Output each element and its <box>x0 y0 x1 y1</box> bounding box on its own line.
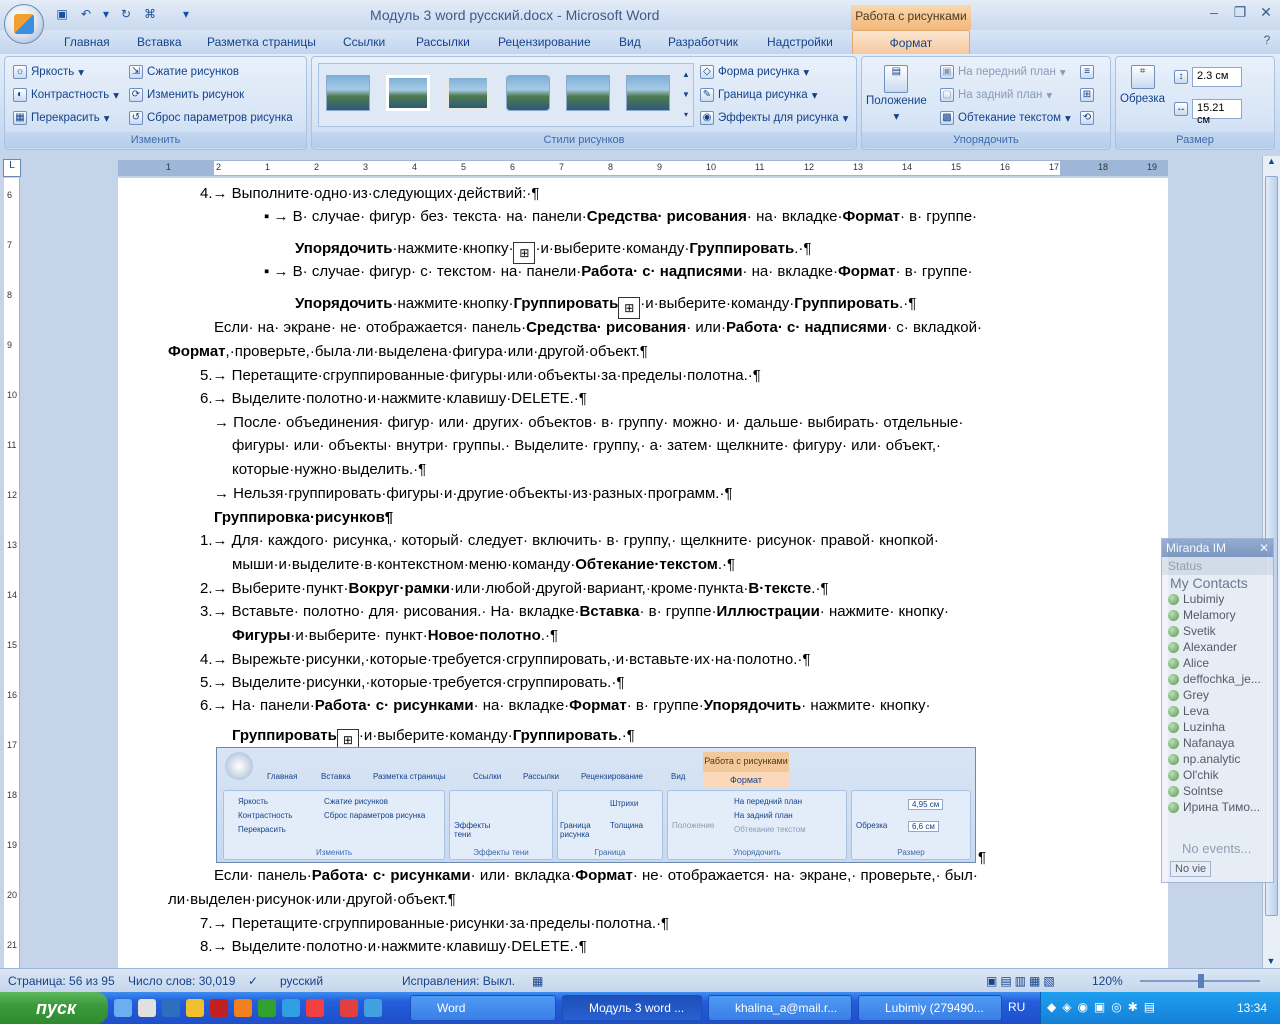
embedded-group-label: Упорядочить <box>733 848 781 857</box>
ruler-number: 1 <box>166 162 172 172</box>
ruler-number: 15 <box>7 640 18 650</box>
miranda-title: Miranda IM ✕ <box>1162 539 1273 557</box>
ruler-number: 17 <box>7 740 18 750</box>
ruler-number: 2 <box>314 162 320 172</box>
reset-label: Сброс параметров рисунка <box>147 112 293 124</box>
wrap-text-button[interactable]: ▩ Обтекание текстом ▾ <box>940 111 1071 125</box>
ruler-number: 1 <box>265 162 271 172</box>
ruler-number: 13 <box>853 162 864 172</box>
scroll-down-icon[interactable]: ▼ <box>1266 956 1276 966</box>
ruler-number: 16 <box>1000 162 1011 172</box>
ruler-number: 12 <box>7 490 18 500</box>
tab-addins[interactable]: Надстройки <box>767 35 833 49</box>
quicklaunch-icon[interactable] <box>282 999 300 1017</box>
group-button-icon: ⊞ <box>337 729 359 751</box>
embedded-tabs <box>217 772 975 788</box>
task-icq[interactable]: Lubimiy (279490... <box>858 995 1002 1021</box>
contact-status-icon <box>1168 722 1179 733</box>
contact-list <box>1162 591 1273 815</box>
embedded-label: 6,6 см <box>908 821 939 832</box>
doc-line: 4.→ Выполните·одно·из·следующих·действий:·¶ <box>200 185 540 202</box>
taskbar <box>0 992 1280 1024</box>
embedded-ribbon-image[interactable] <box>216 747 976 863</box>
doc-line: Формат,·проверьте,·была·ли·выделена·фигура·или·другой·объект.¶ <box>168 343 648 360</box>
ribbon <box>0 54 1280 152</box>
tab-format[interactable]: Формат <box>852 30 970 54</box>
effects-icon: ◉ <box>700 111 714 125</box>
doc-line: 6.→ На· панели·Работа· с· рисунками· на· вкладке·Формат· в· группе·Упорядочить· нажмите· кнопку· <box>200 697 931 714</box>
ruler-number: 15 <box>951 162 962 172</box>
rotate-icon: ⟲ <box>1080 111 1094 125</box>
context-tab-title: Работа с рисунками <box>851 5 971 30</box>
contact-status-icon <box>1168 674 1179 685</box>
undo-icon[interactable]: ↶ <box>80 7 92 21</box>
embedded-label: Контрастность <box>238 811 293 820</box>
quick-access-toolbar <box>54 6 194 22</box>
quicklaunch-icon[interactable] <box>138 999 156 1017</box>
tab-view[interactable]: Вид <box>619 35 641 49</box>
title-bar <box>0 0 1280 30</box>
contact-item[interactable] <box>1162 623 1273 639</box>
wrap-icon: ▩ <box>940 111 954 125</box>
group-arrange <box>861 56 1111 150</box>
embedded-group <box>223 790 445 860</box>
embedded-label: Обрезка <box>856 821 888 830</box>
style-thumb[interactable] <box>386 75 430 111</box>
contact-name: Alice <box>1183 656 1210 670</box>
horizontal-ruler[interactable] <box>118 160 1168 176</box>
sun-icon: ☼ <box>13 65 27 79</box>
style-thumb[interactable] <box>506 75 550 111</box>
ruler-number: 7 <box>559 162 565 172</box>
group-label-styles: Стили рисунков <box>312 132 856 148</box>
doc-line: Группировать ⊞ ·и·выберите·команду·Группировать.·¶ <box>232 726 635 751</box>
crop-label: Обрезка <box>1120 93 1166 105</box>
ruler-number: 14 <box>902 162 913 172</box>
ruler-number: 7 <box>7 240 13 250</box>
group-label-adjust: Изменить <box>5 132 306 148</box>
embedded-label: На передний план <box>734 797 803 806</box>
position-icon: ▤ <box>884 65 908 93</box>
quicklaunch-icon[interactable] <box>186 999 204 1017</box>
embedded-group <box>851 790 971 860</box>
quicklaunch-icon[interactable] <box>210 999 228 1017</box>
picture-effects-button[interactable]: ◉ Эффекты для рисунка ▾ <box>700 111 848 125</box>
minimize-button[interactable]: – <box>1210 4 1218 20</box>
contact-status-icon <box>1168 658 1179 669</box>
ruler-number: 8 <box>7 290 13 300</box>
contact-item[interactable] <box>1162 735 1273 751</box>
brightness-button[interactable]: ☼ Яркость ▾ <box>13 65 84 79</box>
picture-border-button[interactable]: ✎ Граница рисунка ▾ <box>700 88 817 102</box>
compress-label: Сжатие рисунков <box>147 66 240 78</box>
group-button[interactable] <box>1080 88 1094 102</box>
contact-item[interactable] <box>1162 751 1273 767</box>
contact-item[interactable] <box>1162 639 1273 655</box>
ruler-number: 10 <box>7 390 18 400</box>
embedded-tab: Вид <box>671 772 686 781</box>
contact-item[interactable] <box>1162 719 1273 735</box>
style-thumb[interactable] <box>626 75 670 111</box>
bring-front-button[interactable]: ▣ На передний план ▾ <box>940 65 1066 79</box>
group-button-icon: ⊞ <box>513 242 535 264</box>
style-thumb[interactable] <box>446 75 490 111</box>
status-bar <box>0 968 1280 992</box>
bring-front-label: На передний план <box>958 66 1056 78</box>
contact-item[interactable] <box>1162 687 1273 703</box>
maximize-button[interactable]: ❐ <box>1233 4 1247 20</box>
ruler-number: 6 <box>510 162 516 172</box>
picture-border-label: Граница рисунка <box>718 89 808 101</box>
recolor-label: Перекрасить <box>31 112 100 124</box>
doc-line: Если· на· экране· не· отображается· панель·Средства· рисования· или·Работа· с· надписями· с· вкладкой· <box>214 319 982 336</box>
quicklaunch-icon[interactable] <box>234 999 252 1017</box>
doc-line: Упорядочить·нажмите·кнопку·Группировать ⊞ ·и·выберите·команду·Группировать.·¶ <box>295 294 916 319</box>
brightness-label: Яркость <box>31 66 75 78</box>
contact-status-icon <box>1168 786 1179 797</box>
embedded-label: Сброс параметров рисунка <box>324 811 426 820</box>
border-icon: ✎ <box>700 88 714 102</box>
task-word-folder[interactable]: Word <box>410 995 556 1021</box>
embedded-group-label: Граница <box>594 848 626 857</box>
embedded-tab: Ссылки <box>473 772 502 781</box>
ruler-number: 4 <box>412 162 418 172</box>
picture-shape-button[interactable]: ◇ Форма рисунка ▾ <box>700 65 809 79</box>
contact-name: np.analytic <box>1183 752 1241 766</box>
contact-status-icon <box>1168 690 1179 701</box>
doc-line: Упорядочить·нажмите·кнопку· ⊞ ·и·выберите·команду·Группировать.·¶ <box>295 239 811 264</box>
embedded-label: 4,95 см <box>908 799 943 810</box>
embedded-label: Граница рисунка <box>560 821 591 839</box>
doc-line: ¶ <box>978 849 987 866</box>
quicklaunch-icon[interactable] <box>306 999 324 1017</box>
height-field[interactable]: 2.3 см <box>1192 67 1242 87</box>
ruler-number: 11 <box>755 162 765 172</box>
style-thumb[interactable] <box>566 75 610 111</box>
contact-name: Ol'chik <box>1183 768 1219 782</box>
doc-line: 8.→ Выделите·полотно·и·нажмите·клавишу·DELETE.·¶ <box>200 938 587 955</box>
send-back-icon: ▢ <box>940 88 954 102</box>
language-indicator[interactable]: RU <box>1008 1000 1026 1014</box>
contact-item[interactable] <box>1162 783 1273 799</box>
embedded-tab-format: Формат <box>703 772 789 788</box>
picture-effects-label: Эффекты для рисунка <box>718 112 839 124</box>
ruler-number: 3 <box>363 162 369 172</box>
quicklaunch-icon[interactable] <box>114 999 132 1017</box>
tab-developer[interactable]: Разработчик <box>668 35 738 49</box>
doc-line: → Нельзя·группировать·фигуры·и·другие·объекты·из·разных·программ.·¶ <box>214 485 733 502</box>
contact-name: Alexander <box>1183 640 1238 654</box>
contact-status-icon <box>1168 594 1179 605</box>
tab-review[interactable]: Рецензирование <box>498 35 591 49</box>
no-view-button[interactable]: No vie <box>1170 861 1211 877</box>
ruler-number: 21 <box>7 940 18 950</box>
miranda-window[interactable] <box>1161 538 1274 883</box>
contact-name: Ирина Тимо... <box>1183 800 1261 814</box>
align-button[interactable] <box>1080 65 1094 79</box>
embedded-tab: Главная <box>267 772 298 781</box>
ruler-number: 13 <box>7 540 18 550</box>
vertical-ruler[interactable] <box>4 178 20 968</box>
ruler-number: 18 <box>1098 162 1109 172</box>
reset-picture-button[interactable] <box>129 111 293 125</box>
embedded-label: Штрихи <box>610 799 639 808</box>
doc-line: 5.→ Выделите·рисунки,·которые·требуется·сгруппировать.·¶ <box>200 674 625 691</box>
customize-qat-icon[interactable]: ▾ <box>182 7 190 21</box>
crop-icon: ⌗ <box>1131 65 1155 89</box>
embedded-group-label: Изменить <box>315 848 353 857</box>
doc-line: 5.→ Перетащите·сгруппированные·фигуры·или·объекты·за·пределы·полотна.·¶ <box>200 367 761 384</box>
contact-name: Nafanaya <box>1183 736 1235 750</box>
tab-mailings[interactable]: Рассылки <box>416 35 470 49</box>
ribbon-tabs <box>0 30 1280 54</box>
height-icon: ↕ <box>1174 70 1188 84</box>
style-thumb[interactable] <box>326 75 370 111</box>
clock[interactable]: 13:34 <box>1237 1001 1268 1015</box>
contrast-button[interactable]: ◐ Контрастность ▾ <box>13 88 119 102</box>
ruler-tab-selector[interactable]: L <box>3 159 21 177</box>
embedded-group <box>667 790 847 860</box>
language[interactable]: русский <box>280 974 324 988</box>
contact-status-icon <box>1168 610 1179 621</box>
contact-name: deffochka_je... <box>1183 672 1261 686</box>
contact-status-icon <box>1168 626 1179 637</box>
wrap-text-label: Обтекание текстом <box>958 112 1061 124</box>
doc-line: 2.→ Выберите·пункт·Вокруг·рамки·или·любой·другой·вариант,·кроме·пункта·В·тексте.·¶ <box>200 580 829 597</box>
compress-button[interactable] <box>129 65 239 79</box>
change-picture-label: Изменить рисунок <box>147 89 245 101</box>
ruler-number: 16 <box>7 690 18 700</box>
contact-status-icon <box>1168 642 1179 653</box>
embedded-label: Обтекание текстом <box>734 825 806 834</box>
no-events-label: No events... <box>1182 841 1252 856</box>
office-logo-icon <box>14 14 34 34</box>
tab-home[interactable]: Главная <box>64 35 110 49</box>
ruler-number: 18 <box>7 790 18 800</box>
ruler-number: 6 <box>7 190 13 200</box>
contact-name: Svetik <box>1183 624 1216 638</box>
contact-status-icon <box>1168 770 1179 781</box>
shape-icon: ◇ <box>700 65 714 79</box>
start-button[interactable]: пуск <box>0 992 108 1024</box>
contact-name: Grey <box>1183 688 1210 702</box>
ruler-number: 17 <box>1049 162 1060 172</box>
doc-line: Фигуры·и·выберите· пункт·Новое·полотно.·¶ <box>232 627 559 644</box>
bring-front-icon: ▣ <box>940 65 954 79</box>
doc-line: ли·выделен·рисунок·или·другой·объект.¶ <box>168 891 456 908</box>
recolor-button[interactable]: ▦ Перекрасить ▾ <box>13 111 110 125</box>
group-adjust <box>4 56 307 150</box>
contact-status-icon <box>1168 738 1179 749</box>
doc-line: ▪ → В· случае· фигур· с· текстом· на· панели·Работа· с· надписями· на· вкладке·Формат· в· группе· <box>264 263 973 280</box>
embedded-label: Перекрасить <box>238 825 286 834</box>
contact-status-icon <box>1168 754 1179 765</box>
doc-line: 1.→ Для· каждого· рисунка,· который· следует· включить· в· группу,· щелкните· рисунок· правой· кнопкой· <box>200 532 939 549</box>
ruler-numbers <box>118 162 1168 176</box>
doc-line: фигуры· или· объекты· внутри· группы.· Выделите· группу,· а· затем· щелкните· фигуру· или· объект,· <box>232 437 942 454</box>
send-back-label: На задний план <box>958 89 1043 101</box>
quicklaunch-icon[interactable] <box>340 999 358 1017</box>
miranda-close-icon[interactable]: ✕ <box>1258 541 1269 555</box>
contact-item[interactable] <box>1162 607 1273 623</box>
section-heading: Группировка·рисунков¶ <box>214 509 394 526</box>
contact-status-icon <box>1168 706 1179 717</box>
close-button[interactable]: ✕ <box>1260 4 1272 20</box>
ruler-number: 10 <box>706 162 717 172</box>
embedded-tab: Рассылки <box>523 772 559 781</box>
contact-name: Solntse <box>1183 784 1224 798</box>
position-button[interactable]: ▤ Положение ▾ <box>866 66 927 123</box>
change-picture-icon: ⟳ <box>129 88 143 102</box>
ruler-number: 14 <box>7 590 18 600</box>
contact-status-icon <box>1168 802 1179 813</box>
view-buttons[interactable]: ▣▤▥▦▧ <box>986 974 1058 988</box>
change-picture-button[interactable] <box>129 88 244 102</box>
group-button-icon: ⊞ <box>618 297 640 319</box>
contact-name: Leva <box>1183 704 1210 718</box>
ruler-number: 11 <box>7 440 17 450</box>
picture-shape-label: Форма рисунка <box>718 66 800 78</box>
group-picture-styles <box>311 56 857 150</box>
embedded-group-label: Размер <box>897 848 925 857</box>
miranda-status[interactable]: Status <box>1162 557 1273 575</box>
contact-item[interactable] <box>1162 799 1273 815</box>
embedded-label: Сжатие рисунков <box>324 797 389 806</box>
zoom-level[interactable]: 120% <box>1092 974 1123 988</box>
contact-name: Lubimiy <box>1183 592 1225 606</box>
align-icon: ≡ <box>1080 65 1094 79</box>
office-button[interactable] <box>4 4 44 44</box>
contact-item[interactable] <box>1162 703 1273 719</box>
group-label-arrange: Упорядочить <box>862 132 1110 148</box>
embedded-group <box>557 790 663 860</box>
doc-line: которые·нужно·выделить.·¶ <box>232 461 427 478</box>
tab-page-layout[interactable]: Разметка страницы <box>207 35 316 49</box>
embedded-label: На задний план <box>734 811 793 820</box>
embedded-label: Положение <box>672 821 715 830</box>
embedded-label: Яркость <box>238 797 269 806</box>
embedded-label: Эффекты тени <box>454 821 491 839</box>
group-icon[interactable]: ⌘ <box>144 7 156 21</box>
contact-item[interactable] <box>1162 671 1273 687</box>
document-page[interactable] <box>118 178 1168 968</box>
quicklaunch-icon[interactable] <box>258 999 276 1017</box>
track-changes[interactable]: Исправления: Выкл. <box>402 974 516 988</box>
contrast-label: Контрастность <box>31 89 110 101</box>
word-count[interactable]: Число слов: 30,019 <box>128 974 236 988</box>
recolor-icon: ▦ <box>13 111 27 125</box>
ruler-number: 20 <box>7 890 18 900</box>
page-count[interactable]: Страница: 56 из 95 <box>8 974 115 988</box>
ruler-number: 19 <box>7 840 18 850</box>
save-icon[interactable]: ▣ <box>56 7 68 21</box>
reset-icon: ↺ <box>129 111 143 125</box>
window-title: Модуль 3 word русский.docx - Microsoft Word <box>370 7 660 23</box>
position-label: Положение <box>866 95 927 107</box>
tab-references[interactable]: Ссылки <box>343 35 386 49</box>
rotate-button[interactable] <box>1080 111 1094 125</box>
ruler-number: 5 <box>461 162 467 172</box>
ruler-number: 19 <box>1147 162 1158 172</box>
contrast-icon: ◐ <box>13 88 27 102</box>
group-objects-icon: ⊞ <box>1080 88 1094 102</box>
doc-line: Если· панель·Работа· с· рисунками· или· вкладка·Формат· не· отображается· на· экране,· проверьте,· был· <box>214 867 978 884</box>
contact-item[interactable] <box>1162 591 1273 607</box>
quicklaunch-icon[interactable] <box>162 999 180 1017</box>
dropdown-icon[interactable]: ▾ <box>102 7 110 21</box>
redo-icon[interactable]: ↻ <box>120 7 132 21</box>
doc-line: 7.→ Перетащите·сгруппированные·рисунки·за·пределы·полотна.·¶ <box>200 915 670 932</box>
group-label-size: Размер <box>1116 132 1274 148</box>
doc-line: → После· объединения· фигур· или· других· объектов· в· группу· можно· и· дальше· выбирать· отдельные· <box>214 414 964 431</box>
ruler-number: 8 <box>608 162 614 172</box>
macro-icon[interactable]: ▦ <box>532 974 544 988</box>
width-icon: ↔ <box>1176 103 1186 114</box>
contact-name: Luzinha <box>1183 720 1226 734</box>
group-size <box>1115 56 1275 150</box>
embedded-group <box>449 790 553 860</box>
crop-button[interactable] <box>1120 65 1165 105</box>
compress-icon: ⇲ <box>129 65 143 79</box>
task-word-document[interactable]: Модуль 3 word ... <box>562 995 702 1021</box>
contact-item[interactable] <box>1162 767 1273 783</box>
ruler-number: 9 <box>7 340 13 350</box>
doc-line: 4.→ Вырежьте·рисунки,·которые·требуется·сгруппировать,·и·вставьте·их·на·полотно.·¶ <box>200 651 811 668</box>
tab-insert[interactable]: Вставка <box>137 35 182 49</box>
help-icon[interactable]: ? <box>1263 33 1271 47</box>
system-tray <box>1040 992 1280 1024</box>
ruler-number: 2 <box>216 162 222 172</box>
doc-line: 3.→ Вставьте· полотно· для· рисования.· На· вкладке·Вставка· в· группе·Иллюстрации· нажмите· кнопку· <box>200 603 950 620</box>
zoom-thumb[interactable] <box>1198 974 1204 988</box>
contact-item[interactable] <box>1162 655 1273 671</box>
task-mail[interactable]: khalina_a@mail.r... <box>708 995 852 1021</box>
doc-line: мыши·и·выделите·в·контекстном·меню·команду·Обтекание·текстом.·¶ <box>232 556 736 573</box>
embedded-tab: Разметка страницы <box>373 772 446 781</box>
embedded-context-title: Работа с рисунками <box>703 752 789 772</box>
ruler-number: 9 <box>657 162 663 172</box>
embedded-label: Толщина <box>610 821 644 830</box>
embedded-tab: Вставка <box>321 772 351 781</box>
gallery-scroll[interactable]: ▲ ▼ ▾ <box>682 70 690 119</box>
scroll-up-icon[interactable]: ▲ <box>1267 156 1276 166</box>
quicklaunch-icon[interactable] <box>364 999 382 1017</box>
embedded-group-label: Эффекты тени <box>473 848 529 857</box>
width-field[interactable]: 15.21 см <box>1192 99 1242 119</box>
spellcheck-icon[interactable]: ✓ <box>248 974 259 988</box>
send-back-button[interactable]: ▢ На задний план ▾ <box>940 88 1052 102</box>
contact-group[interactable]: My Contacts <box>1170 575 1248 591</box>
tray-icons[interactable]: ◆◈◉▣◎✱▤ <box>1047 1000 1162 1014</box>
doc-line: 6.→ Выделите·полотно·и·нажмите·клавишу·DELETE.·¶ <box>200 390 587 407</box>
doc-line: ▪ → В· случае· фигур· без· текста· на· панели·Средства· рисования· на· вкладке·Формат· в· группе· <box>264 208 978 225</box>
embedded-tab: Рецензирование <box>581 772 643 781</box>
ruler-number: 12 <box>804 162 815 172</box>
contact-name: Melamory <box>1183 608 1236 622</box>
